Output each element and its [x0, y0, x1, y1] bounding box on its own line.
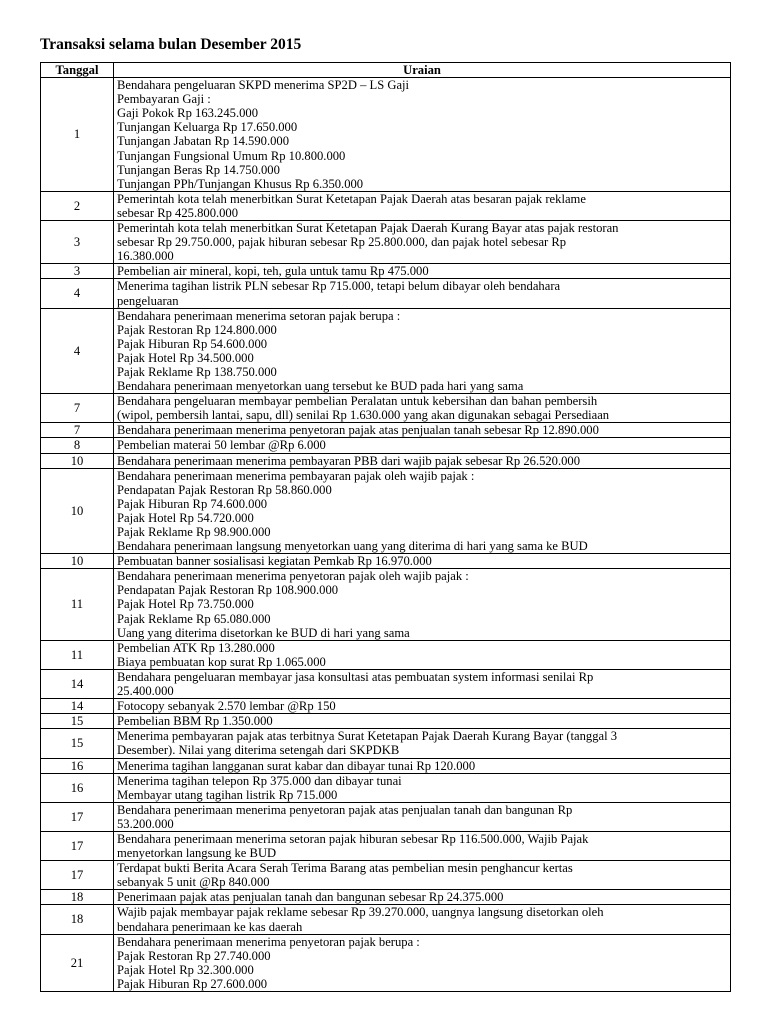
table-row [41, 861, 731, 890]
description-line: menyetorkan langsung ke BUD [117, 846, 277, 861]
description-line: Pembelian BBM Rp 1.350.000 [117, 714, 273, 729]
table-row [41, 729, 731, 758]
row-description [114, 714, 731, 729]
row-description [114, 438, 731, 453]
row-description [114, 453, 731, 468]
table-body [41, 78, 731, 992]
table-header-row [41, 63, 731, 78]
description-line: Desember). Nilai yang diterima setengah dari SKPDKB [117, 743, 400, 758]
description-line: Tunjangan Beras Rp 14.750.000 [117, 162, 280, 177]
row-date: 16 [41, 758, 114, 773]
row-description [114, 729, 731, 758]
description-line: sebesar Rp 425.800.000 [117, 205, 239, 220]
transaction-table [40, 62, 731, 992]
description-line: Bendahara penerimaan menerima penyetoran pajak oleh wajib pajak : [117, 569, 469, 584]
row-description [114, 279, 731, 308]
row-date: 10 [41, 554, 114, 569]
row-description [114, 890, 731, 905]
row-description [114, 640, 731, 669]
description-line: 25.400.000 [117, 684, 174, 699]
row-date: 18 [41, 890, 114, 905]
table-row [41, 802, 731, 831]
description-line: Pembelian air mineral, kopi, teh, gula untuk tamu Rp 475.000 [117, 264, 429, 279]
table-row [41, 221, 731, 264]
row-date: 4 [41, 308, 114, 394]
row-date: 2 [41, 191, 114, 220]
description-line: Biaya pembuatan kop surat Rp 1.065.000 [117, 654, 326, 669]
description-line: Pajak Hiburan Rp 54.600.000 [117, 336, 268, 351]
description-line: Menerima tagihan langganan surat kabar dan dibayar tunai Rp 120.000 [117, 758, 476, 773]
description-line: Bendahara penerimaan langsung menyetorkan uang yang diterima di hari yang sama ke BUD [117, 539, 588, 554]
table-row [41, 569, 731, 640]
row-date: 3 [41, 221, 114, 264]
row-date: 15 [41, 714, 114, 729]
column-header-date: Tanggal [41, 63, 114, 78]
table-row [41, 264, 731, 279]
description-line: sebanyak 5 unit @Rp 840.000 [117, 875, 270, 890]
table-row [41, 78, 731, 192]
table-row [41, 640, 731, 669]
description-line: Pajak Hotel Rp 34.500.000 [117, 350, 254, 365]
description-line: Menerima pembayaran pajak atas terbitnya Surat Ketetapan Pajak Daerah Kurang Bayar (tanggal 3 [117, 729, 618, 744]
description-line: Pajak Restoran Rp 27.740.000 [117, 948, 271, 963]
description-line: bendahara penerimaan ke kas daerah [117, 919, 303, 934]
description-line: Tunjangan PPh/Tunjangan Khusus Rp 6.350.000 [117, 176, 364, 191]
row-description [114, 569, 731, 640]
row-description [114, 264, 731, 279]
row-description [114, 468, 731, 554]
table-row [41, 468, 731, 554]
description-line: Pajak Hotel Rp 32.300.000 [117, 962, 254, 977]
description-line: Fotocopy sebanyak 2.570 lembar @Rp 150 [117, 699, 336, 714]
row-date: 16 [41, 773, 114, 802]
row-date: 17 [41, 831, 114, 860]
description-line: Tunjangan Jabatan Rp 14.590.000 [117, 134, 289, 149]
table-row [41, 308, 731, 394]
row-date: 21 [41, 934, 114, 991]
table-row [41, 890, 731, 905]
description-line: Penerimaan pajak atas penjualan tanah dan bangunan sebesar Rp 24.375.000 [117, 890, 504, 905]
description-line: Pajak Hotel Rp 54.720.000 [117, 510, 254, 525]
row-date: 3 [41, 264, 114, 279]
row-date: 4 [41, 279, 114, 308]
description-line: Bendahara penerimaan menerima pembayaran PBB dari wajib pajak sebesar Rp 26.520.000 [117, 453, 581, 468]
table-row [41, 758, 731, 773]
table-row [41, 773, 731, 802]
description-line: Pembelian ATK Rp 13.280.000 [117, 640, 275, 655]
row-description [114, 221, 731, 264]
table-row [41, 191, 731, 220]
description-line: Pendapatan Pajak Restoran Rp 58.860.000 [117, 482, 332, 497]
description-line: Pajak Reklame Rp 65.080.000 [117, 611, 271, 626]
description-line: (wipol, pembersih lantai, sapu, dll) senilai Rp 1.630.000 yang akan digunakan sebagai Persediaan [117, 408, 610, 423]
table-row [41, 831, 731, 860]
description-line: Pembayaran Gaji : [117, 92, 211, 107]
table-row [41, 699, 731, 714]
description-line: Pajak Hiburan Rp 27.600.000 [117, 976, 268, 991]
table-row [41, 394, 731, 423]
description-line: Bendahara penerimaan menerima setoran pajak berupa : [117, 308, 401, 323]
description-line: Tunjangan Keluarga Rp 17.650.000 [117, 120, 298, 135]
table-row [41, 669, 731, 698]
description-line: sebesar Rp 29.750.000, pajak hiburan sebesar Rp 25.800.000, dan pajak hotel sebesar Rp [117, 235, 567, 250]
row-description [114, 699, 731, 714]
description-line: Bendahara penerimaan menerima penyetoran pajak atas penjualan tanah dan bangunan Rp [117, 802, 573, 817]
row-description [114, 191, 731, 220]
page-title: Transaksi selama bulan Desember 2015 [40, 36, 302, 53]
description-line: Pajak Reklame Rp 98.900.000 [117, 525, 271, 539]
description-line: Pajak Reklame Rp 138.750.000 [117, 364, 277, 379]
row-description [114, 669, 731, 698]
description-line: pengeluaran [117, 293, 179, 308]
row-date: 17 [41, 861, 114, 890]
row-description [114, 423, 731, 438]
description-line: Bendahara pengeluaran membayar jasa konsultasi atas pembuatan system informasi senilai Rp [117, 669, 594, 684]
description-line: Pendapatan Pajak Restoran Rp 108.900.000 [117, 583, 339, 598]
row-description [114, 308, 731, 394]
row-date: 14 [41, 699, 114, 714]
description-line: Bendahara penerimaan menerima setoran pajak hiburan sebesar Rp 116.500.000, Wajib Pajak [117, 831, 589, 846]
column-header-description: Uraian [114, 63, 731, 78]
row-description [114, 78, 731, 192]
table-row [41, 279, 731, 308]
row-description [114, 802, 731, 831]
description-line: Pajak Hiburan Rp 74.600.000 [117, 496, 268, 511]
table-row [41, 905, 731, 934]
row-description [114, 934, 731, 991]
description-line: Pemerintah kota telah menerbitkan Surat Ketetapan Pajak Daerah atas besaran pajak reklame [117, 191, 586, 206]
row-date: 15 [41, 729, 114, 758]
description-line: Pajak Hotel Rp 73.750.000 [117, 597, 254, 612]
row-date: 17 [41, 802, 114, 831]
row-date: 1 [41, 78, 114, 192]
description-line: Tunjangan Fungsional Umum Rp 10.800.000 [117, 148, 346, 163]
row-description [114, 831, 731, 860]
row-date: 7 [41, 423, 114, 438]
description-line: Uang yang diterima disetorkan ke BUD di hari yang sama [117, 625, 410, 640]
table-row [41, 554, 731, 569]
description-line: Menerima tagihan telepon Rp 375.000 dan dibayar tunai [117, 773, 402, 788]
row-description [114, 773, 731, 802]
row-description [114, 758, 731, 773]
description-line: Bendahara pengeluaran SKPD menerima SP2D – LS Gaji [117, 78, 410, 93]
description-line: Wajib pajak membayar pajak reklame sebesar Rp 39.270.000, uangnya langsung disetorkan oleh [117, 905, 604, 920]
description-line: Bendahara penerimaan menyetorkan uang tersebut ke BUD pada hari yang sama [117, 379, 524, 394]
row-date: 18 [41, 905, 114, 934]
row-date: 7 [41, 394, 114, 423]
description-line: Bendahara penerimaan menerima penyetoran pajak berupa : [117, 934, 420, 949]
description-line: Pemerintah kota telah menerbitkan Surat Ketetapan Pajak Daerah Kurang Bayar atas pajak restoran [117, 221, 619, 236]
description-line: 53.200.000 [117, 816, 174, 831]
description-line: Bendahara penerimaan menerima pembayaran pajak oleh wajib pajak : [117, 468, 475, 483]
description-line: Gaji Pokok Rp 163.245.000 [117, 106, 258, 121]
description-line: Bendahara pengeluaran membayar pembelian Peralatan untuk kebersihan dan bahan pembersih [117, 394, 598, 409]
row-date: 10 [41, 468, 114, 554]
description-line: Pajak Restoran Rp 124.800.000 [117, 322, 277, 337]
row-description [114, 861, 731, 890]
row-date: 11 [41, 569, 114, 640]
row-description [114, 394, 731, 423]
table-row [41, 934, 731, 991]
row-description [114, 905, 731, 934]
description-line: Bendahara penerimaan menerima penyetoran pajak atas penjualan tanah sebesar Rp 12.890.000 [117, 423, 599, 438]
description-line: Pembelian materai 50 lembar @Rp 6.000 [117, 438, 326, 453]
row-date: 10 [41, 453, 114, 468]
table-row [41, 423, 731, 438]
description-line: Pembuatan banner sosialisasi kegiatan Pemkab Rp 16.970.000 [117, 554, 432, 569]
table-row [41, 453, 731, 468]
row-date: 11 [41, 640, 114, 669]
row-date: 8 [41, 438, 114, 453]
row-date: 14 [41, 669, 114, 698]
table-row [41, 438, 731, 453]
table-row [41, 714, 731, 729]
description-line: Terdapat bukti Berita Acara Serah Terima Barang atas pembelian mesin penghancur kertas [117, 861, 573, 876]
row-description [114, 554, 731, 569]
description-line: Menerima tagihan listrik PLN sebesar Rp 715.000, tetapi belum dibayar oleh bendahara [117, 279, 561, 294]
description-line: Membayar utang tagihan listrik Rp 715.000 [117, 787, 338, 802]
description-line: 16.380.000 [117, 249, 174, 264]
